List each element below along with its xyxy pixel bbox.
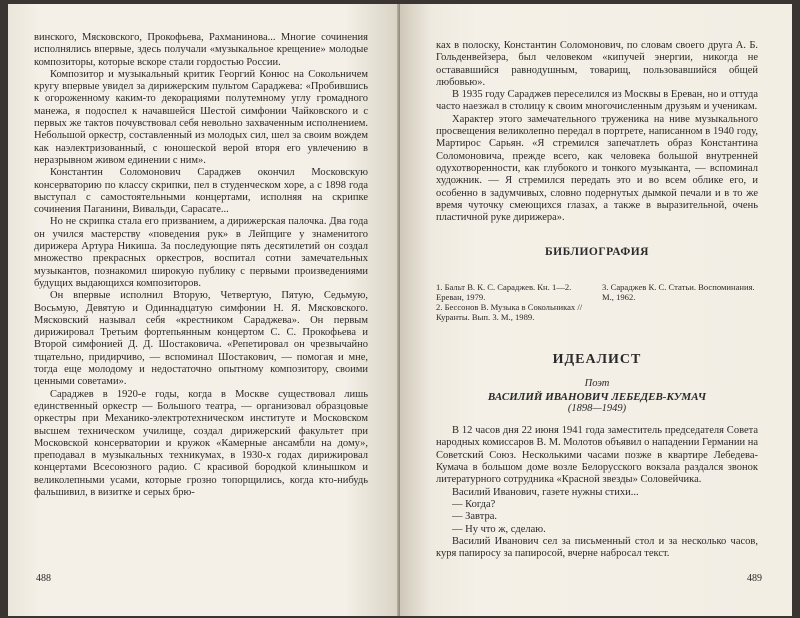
- bibliography-heading: БИБЛИОГРАФИЯ: [545, 246, 649, 259]
- paragraph: Сараджев в 1920-е годы, когда в Москве существовал лишь единственный оркестр — Большого театра, — организовал образцовые оркестры при Механико-электротехническом институте и Московском высшем техническом училище, создал дирижерский факультет при Московской консерватории и кружок «Камерные ансамбли на дому», преподавал в музыкальных техникумах, в 1930-х годах дирижировал концертами Всесоюзного радио. С красивой бородкой клинышком и великолепными усами, которые грозно топорщились, когда кто-нибудь фальшивил, в визитке и серых брю-: [34, 388, 368, 498]
- paragraph: Он впервые исполнил Вторую, Четвертую, Пятую, Седьмую, Восьмую, Девятую и Одиннадцатую симфонии Н. Я. Мясковского. Мясковский называл себя «крестником Сараджева». Он первым дирижировал Третьим фортепьянным концертом С. С. Прокофьева и Второй симфонией Д. Д. Шостаковича. «Репетировал он чрезвычайно тщательно, придирчиво, — вспоминал Шостакович, — помогая и мне, тогда еще молодому и недостаточно опытному композитору, своими ценными советами».: [34, 290, 368, 388]
- page-number: 489: [747, 573, 762, 584]
- dialogue-line: — Когда?: [452, 498, 496, 510]
- paragraph: Но не скрипка стала его призванием, а дирижерская палочка. Два года он учился мастерству «поведения рук» в Лейпциге у знаменитого дирижера Артура Никиша. За последующие пять десятилетий он создал множество прекрасных оркестров, воспитал сотни замечательных музыкантов, познакомил широкую публику с первыми произведениями будущих выдающихся композиторов.: [34, 216, 368, 289]
- person-name: ВАСИЛИЙ ИВАНОВИЧ ЛЕБЕДЕВ-КУМАЧ: [487, 390, 707, 403]
- book-spread: [8, 4, 792, 616]
- left-page: [8, 4, 400, 616]
- bibliography-entry: 2. Бессонов В. Музыка в Сокольниках // Куранты. Вып. 3. М., 1989.: [436, 302, 583, 322]
- paragraph: Константин Соломонович Сараджев окончил Московскую консерваторию по классу скрипки, пел в студенческом хоре, а с 1898 года выступал с самостоятельными концертами, исполняя на скрипке сочинения Паганини, Вивальди, Сарасате...: [34, 167, 368, 216]
- bibliography-column-1: [436, 282, 592, 322]
- dialogue-line: Василий Иванович, газете нужны стихи...: [452, 486, 639, 498]
- paragraph: ках в полоску, Константин Соломонович, по словам своего друга А. Б. Гольденвейзера, был человеком «кипучей энергии, никогда не остававшийся равнодушным, товарищ, пользовавшийся общей любовью».: [436, 40, 758, 88]
- page-number: 488: [36, 573, 51, 584]
- section-subtitle: Поэт: [584, 378, 610, 390]
- person-dates: (1898—1949): [567, 402, 627, 414]
- dialogue: [436, 487, 758, 536]
- right-page: [400, 4, 792, 616]
- paragraph: Композитор и музыкальный критик Георгий Конюс на Сокольничем кругу впервые увидел за дирижерским пультом Сараджева: «Пробившись к огороженному каким-то декорациями полутемному углу громадного манежа, я подоспел к начавшейся Шестой симфонии Чайковского и с первых же тактов почувствовал себя невольно захваченным исполнением. Небольшой оркестр, составленный из молодых сил, шел за своим вождем как наэлектризованный, с юношеской верой вторя его увлечению в неразрывном живом единении с ним».: [34, 68, 368, 166]
- paragraph: В 1935 году Сараджев переселился из Москвы в Ереван, но и оттуда часто наезжал в столицу к своим многочисленным друзьям и ученикам.: [436, 89, 758, 113]
- dialogue-line: — Ну что ж, сделаю.: [452, 523, 546, 535]
- section-title: ИДЕАЛИСТ: [552, 352, 642, 367]
- dialogue-line: — Завтра.: [452, 511, 497, 523]
- left-page-text: [34, 32, 368, 499]
- paragraph: В 12 часов дня 22 июня 1941 года заместитель председателя Совета народных комиссаров В. М. Молотов объявил о нападении Германии на Советский Союз. Несколькими часами позже в квартире Лебедева-Кумача в большом доме возле Белорусского вокзала раздался звонок литературного сотрудника «Красной звезды» Соловейчика.: [436, 425, 758, 486]
- bibliography-entry: 1. Бальт В. К. С. Сараджев. Кн. 1—2. Ереван, 1979.: [436, 282, 572, 302]
- bibliography-column-2: [602, 282, 758, 322]
- paragraph: винского, Мясковского, Прокофьева, Рахманинова... Многие сочинения исполнялись впервые, здесь получали «музыкальное крещение» молодые композиторы, которые вскоре стали гордостью России.: [34, 32, 368, 68]
- bibliography-entry: 3. Сараджев К. С. Статьи. Воспоминания. М., 1962.: [602, 282, 755, 302]
- paragraph: Характер этого замечательного труженика на ниве музыкального просвещения великолепно передал в портрете, написанном в 1940 году, Мартирос Сарьян. «Я стремился запечатлеть образ Константина Соломоновича, прежде всего, как человека большой внутренней одухотворенности, как глубокого и тонкого музыканта, — вспоминал художник. — Я стремился передать это и во всем облике его, и особенно в задумчивых, словно подернутых дымкой печали и в то же время чуточку смеющихся глазах, а также в выразительной, очень пластичной руке дирижера».: [436, 113, 758, 224]
- paragraph: Василий Иванович сел за письменный стол и за несколько часов, куря папиросу за папиросой, вчерне набросал текст.: [436, 535, 758, 560]
- right-page-text-bottom: [436, 354, 758, 560]
- right-page-text-top: [436, 40, 758, 259]
- bibliography: [436, 282, 758, 322]
